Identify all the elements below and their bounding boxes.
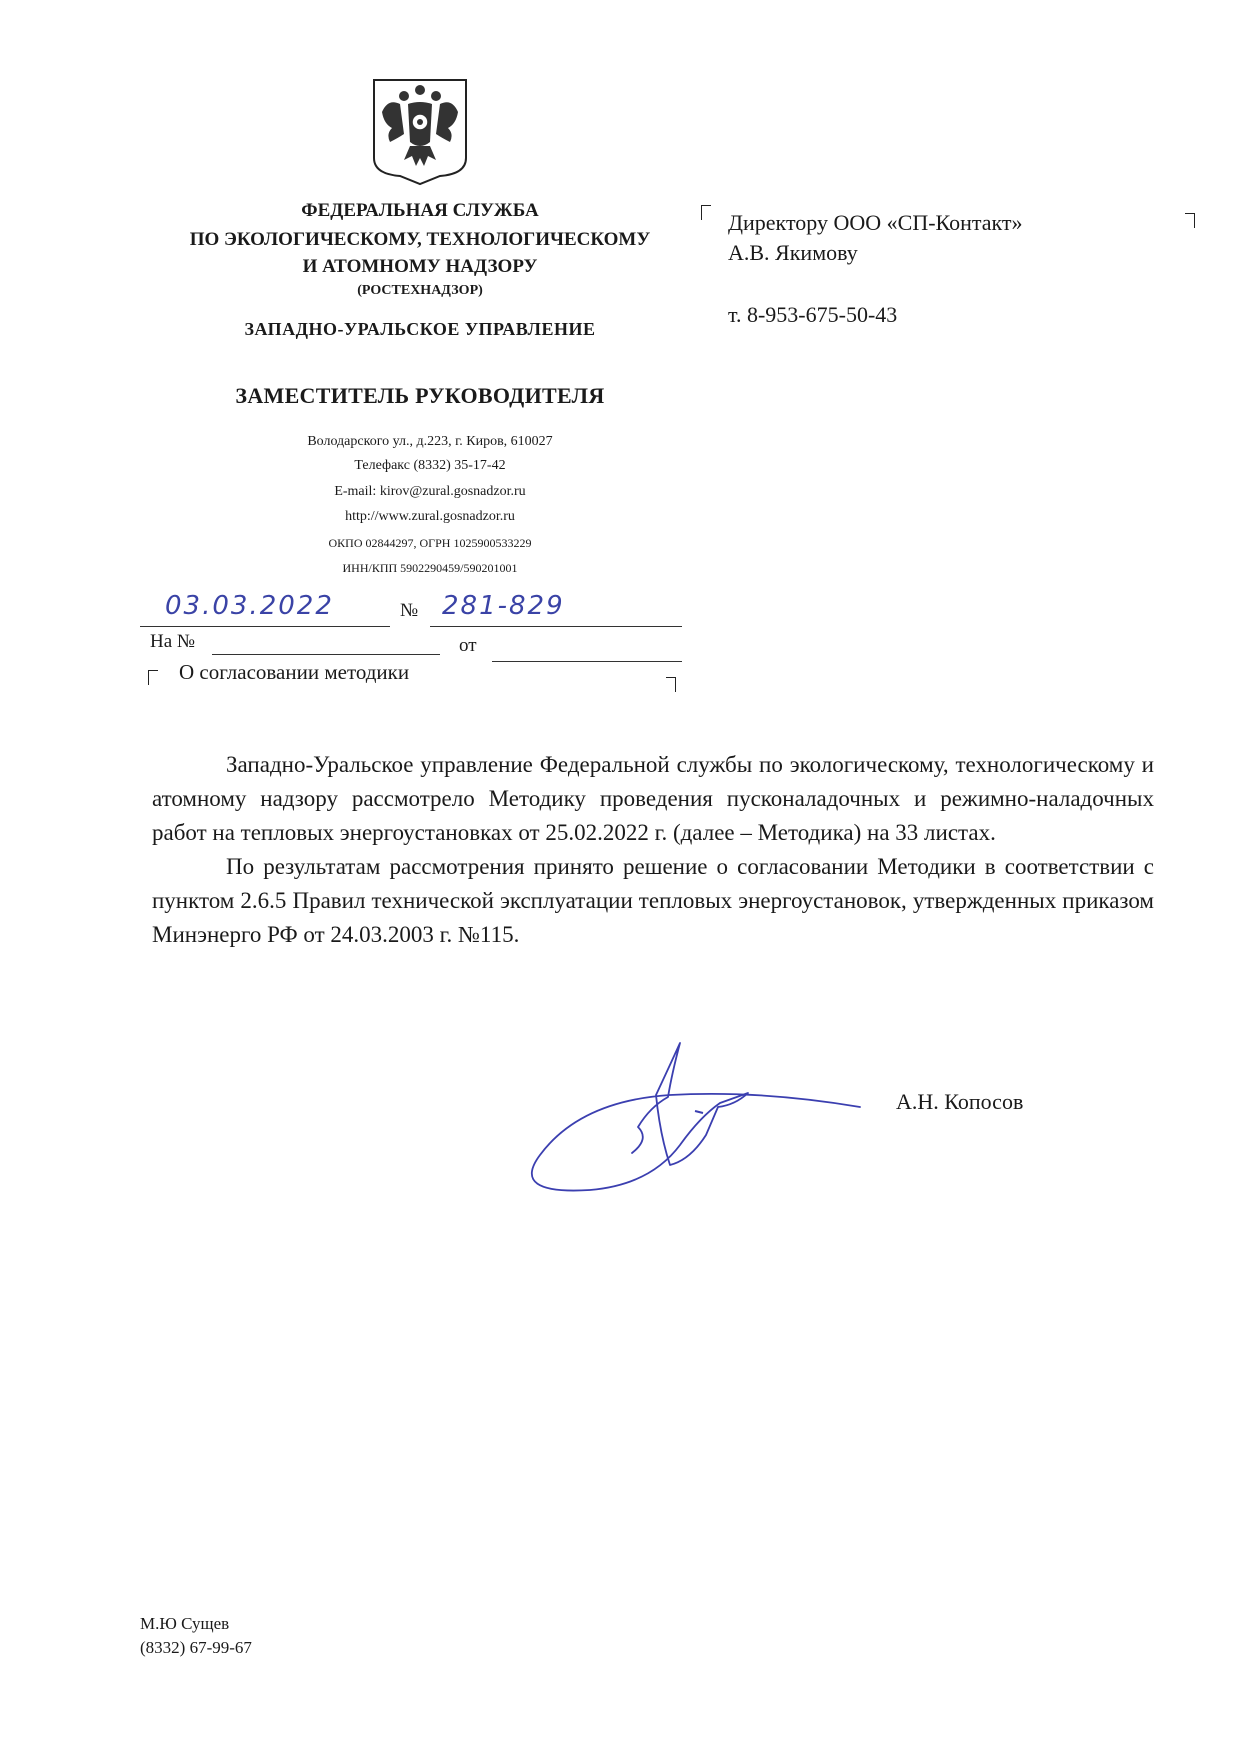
recipient-phone: т. 8-953-675-50-43 [728,302,898,327]
contact-fax: Телефакс (8332) 35-17-42 [354,458,506,473]
org-short-name: (РОСТЕХНАДЗОР) [357,283,483,298]
number-underline [430,626,682,627]
signer-name: А.Н. Копосов [896,1089,1024,1114]
contact-address: Володарского ул., д.223, г. Киров, 610027 [307,434,553,449]
body-paragraph-2: По результатам рассмотрения принято решение о согласовании Методики в соответствии с пунктом 2.6.5 Правил технической эксплуатации тепловых энергоустановок, утвержденных приказом Минэнерго РФ от 24.03.2003 г. №115. [152,854,1154,947]
recipient-line-1: Директору ООО «СП-Контакт» [728,210,1023,235]
executor-phone: (8332) 67-99-67 [140,1638,252,1657]
ref-number-underline [212,654,440,655]
date-underline [140,626,390,627]
registration-number: 281-829 [442,591,565,621]
ref-date-underline [492,661,682,662]
registration-date: 03.03.2022 [165,591,334,621]
org-name-line-2: ПО ЭКОЛОГИЧЕСКОМУ, ТЕХНОЛОГИЧЕСКОМУ [189,229,651,250]
position-title: ЗАМЕСТИТЕЛЬ РУКОВОДИТЕЛЯ [235,383,605,408]
contact-inn: ИНН/КПП 5902290459/590201001 [342,561,518,575]
branch-name: ЗАПАДНО-УРАЛЬСКОЕ УПРАВЛЕНИЕ [244,319,596,339]
ref-label: На № [150,631,196,652]
recipient-corner-right [1185,213,1195,228]
body-paragraph-1: Западно-Уральское управление Федеральной службы по экологическому, технологическому и атомному надзору рассмотрело Методику проведения пусконаладочных и режимно-наладочных работ на тепловых энергоустановках от 25.02.2022 г. (далее – Методика) на 33 листах. [152,752,1154,845]
executor-name: М.Ю Сущев [140,1614,230,1633]
russian-coat-of-arms-icon [370,76,470,186]
subject-corner-left [148,670,158,685]
subject-corner-right [666,677,676,692]
from-label: от [459,635,477,656]
number-label: № [400,600,419,621]
recipient-line-2: А.В. Якимову [728,240,858,265]
contact-website: http://www.zural.gosnadzor.ru [345,509,515,524]
letter-subject: О согласовании методики [179,660,410,684]
recipient-corner-left [701,205,711,220]
handwritten-signature [520,1035,880,1205]
org-name-line-1: ФЕДЕРАЛЬНАЯ СЛУЖБА [301,200,539,221]
letter-body [152,748,1154,952]
contact-codes: ОКПО 02844297, ОГРН 1025900533229 [328,536,532,550]
contact-email: E-mail: kirov@zural.gosnadzor.ru [334,484,526,499]
org-name-line-3: И АТОМНОМУ НАДЗОРУ [302,256,538,277]
